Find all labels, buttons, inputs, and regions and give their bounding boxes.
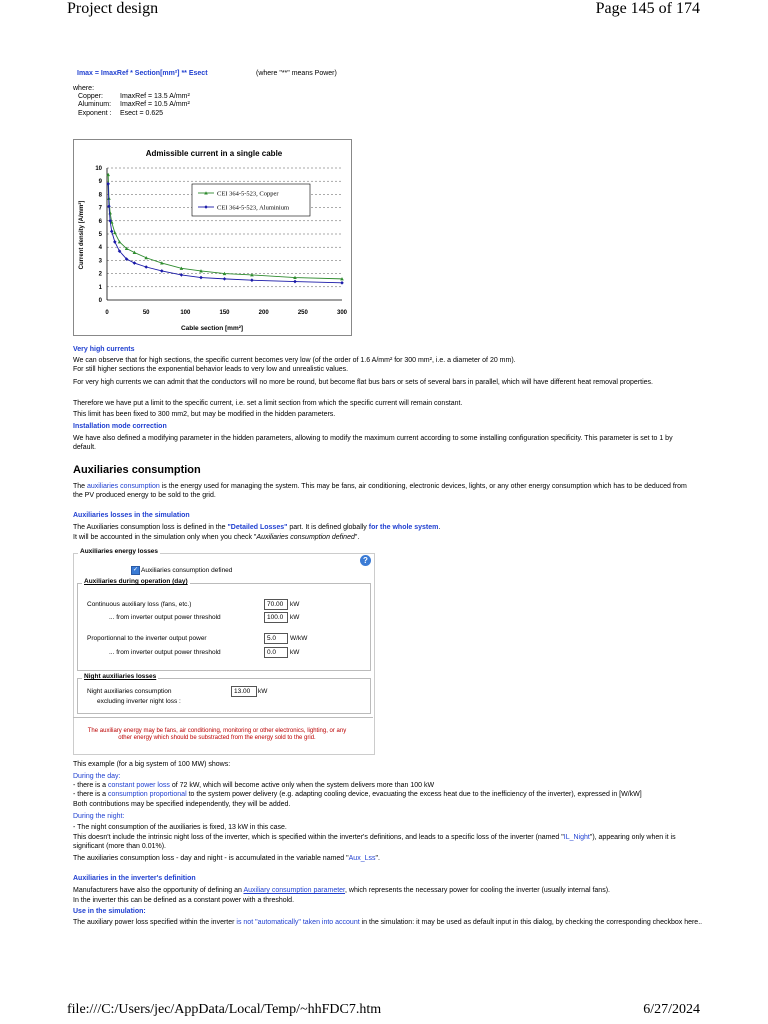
il-night-link[interactable]: IL_Night (563, 834, 590, 841)
night-consumption-unit: kW (258, 688, 268, 695)
para-high-sections-b: For still higher sections the exponential behavior leads to very low and unrealistic values. (73, 366, 349, 373)
where-label: where: (73, 85, 95, 92)
chart-ytick-label: 6 (98, 218, 102, 225)
para-high-sections (73, 356, 693, 374)
chart-ytick-label: 10 (95, 166, 102, 172)
para-example: This example (for a big system of 100 MW) shows: (73, 761, 231, 768)
aux-lss-link[interactable]: Aux_Lss (348, 855, 376, 862)
aux-warning-text: The auxiliary energy may be fans, air conditioning, monitoring or other electronics, lighting, or any other energy which should be substracted from the energy sold to the grid. (87, 728, 347, 741)
chart-xtick-label: 50 (142, 310, 150, 316)
prop-loss-label: Proportionnal to the inverter output power (87, 635, 207, 642)
chart-xtick-label: 200 (258, 310, 269, 316)
night-consumption-label-2: excluding inverter night loss : (97, 698, 181, 705)
chart-xtick-label: 150 (219, 310, 230, 316)
night-item-accumulated: The auxiliaries consumption loss - day and night - is accumulated in the variable named "Aux_Lss". (73, 855, 380, 862)
day-group (77, 578, 371, 671)
heading-aux-losses-sim: Auxiliaries losses in the simulation (73, 512, 190, 519)
cont-threshold-label: ... from inverter output power threshold (109, 614, 221, 621)
heading-during-night: During the night: (73, 813, 125, 820)
cont-loss-label: Continuous auxiliary loss (fans, etc.) (87, 601, 192, 608)
param-exponent-eq: Esect = 0.625 (120, 110, 164, 117)
heading-aux-inverter: Auxiliaries in the inverter's definition (73, 875, 196, 882)
param-copper-eq: ImaxRef = 13.5 A/mm² (120, 93, 190, 100)
footer-date: 6/27/2024 (643, 1002, 700, 1017)
chart-point (144, 265, 148, 269)
para-inverter-constant: In the inverter this can be defined as a constant power with a threshold. (73, 897, 295, 904)
day-item-proportional: - there is a consumption proportional to the system power delivery (e.g. adapting cooling device, evacuating the excess heat due to the inefficiency of the inverter), expressed in [W/kW] (73, 791, 642, 798)
aux-consumption-parameter-link[interactable]: Auxiliary consumption parameter (243, 887, 346, 894)
heading-use-in-sim: Use in the simulation: (73, 908, 146, 915)
current-density-chart (73, 139, 352, 336)
param-copper-name: Copper: (78, 93, 103, 100)
footer-path: file:///C:/Users/jec/AppData/Local/Temp/~hhFDC7.htm (67, 1002, 382, 1017)
cont-threshold-unit: kW (290, 614, 300, 621)
chart-title: Admissible current in a single cable (145, 149, 283, 158)
night-group-title: Night auxiliaries losses (84, 673, 157, 680)
aux-energy-losses-title: Auxiliaries energy losses (80, 548, 159, 555)
formula: Imax = ImaxRef * Section[mm²] ** Esect (77, 70, 208, 77)
dialog-divider (73, 717, 373, 718)
chart-point (340, 281, 344, 285)
aux-losses-dialog (73, 549, 373, 759)
heading-auxiliaries-consumption: Auxiliaries consumption (73, 464, 201, 476)
page-number: Page 145 of 174 (595, 0, 700, 17)
para-aux-loss-defined: The Auxiliaries consumption loss is defined in the "Detailed Losses" part. It is defined globally for the whole system. (73, 524, 441, 531)
day-item-both: Both contributions may be specified independently, they will be added. (73, 801, 291, 808)
param-exponent-name: Exponent : (78, 110, 112, 117)
chart-point (293, 280, 297, 284)
chart-point (223, 277, 227, 281)
aux-consumption-link[interactable]: auxiliaries consumption (87, 483, 160, 490)
heading-during-day: During the day: (73, 773, 121, 780)
day-item-constant: - there is a constant power loss of 72 kW, which will become active only when the system delivers more than 100 kW (73, 782, 435, 789)
chart-ytick-label: 3 (98, 258, 102, 265)
chart-point (113, 231, 117, 234)
chart-ytick-label: 0 (98, 298, 102, 304)
prop-loss-unit: W/kW (290, 635, 308, 642)
para-flat-bars: For very high currents we can admit that the conductors will no more be round, but become flat bus bars or sets of several bars in parallel, which will have different heat removal properties. (73, 379, 653, 386)
cont-loss-unit: kW (290, 601, 300, 608)
para-installation: We have also defined a modifying parameter in the hidden parameters, allowing to modify the maximum current according to some installing configuration specificity. This parameter is set to 1 by default. (73, 435, 673, 451)
heading-installation-mode: Installation mode correction (73, 423, 167, 430)
para-aux-intro: The auxiliaries consumption is the energy used for managing the system. This may be fans, air conditioning, electronic devices, lights, or any other energy consumption which has to be deduced from the PV produced energy to be sold to the grid. (73, 483, 687, 499)
constant-power-loss-link[interactable]: constant power loss (108, 782, 170, 789)
para-high-sections-a: We can observe that for high sections, the specific current becomes very low (of the order of 1.6 A/mm² for 300 mm², i.e. a diameter of 20 mm). (73, 357, 516, 364)
day-group-title: Auxiliaries during operation (day) (84, 578, 188, 585)
para-aux-check: It will be accounted in the simulation only when you check "Auxiliaries consumption defined". (73, 534, 360, 541)
chart-xtick-label: 100 (180, 310, 191, 316)
chart-ytick-label: 5 (98, 232, 102, 238)
chart-ytick-label: 1 (98, 284, 102, 291)
prop-loss-input[interactable]: 5.0 (264, 633, 288, 644)
param-aluminum-name: Aluminum: (78, 101, 112, 108)
aux-defined-checkbox[interactable]: ✓ (132, 567, 139, 573)
chart-xtick-label: 0 (105, 310, 109, 316)
chart-ytick-label: 8 (98, 192, 102, 199)
prop-threshold-label: ... from inverter output power threshold (109, 649, 221, 656)
chart-point (250, 278, 254, 282)
chart-xtick-label: 250 (297, 310, 308, 316)
night-item-inverter: This doesn't include the intrinsic night loss of the inverter, which is specified within the inverter's definitions, and leads to a specific loss of the inverter (named "IL_Night"), appearing only when it is significant (more than 0.01%). (73, 834, 676, 850)
help-icon[interactable]: ? (360, 555, 371, 566)
chart-legend-label: CEI 364-5-523, Aluminium (217, 204, 290, 212)
night-item-fixed: - The night consumption of the auxiliaries is fixed, 13 kW in this case. (73, 824, 287, 831)
chart-point (110, 230, 114, 234)
prop-threshold-input[interactable]: 0.0 (264, 647, 288, 658)
heading-very-high-currents: Very high currents (73, 346, 135, 353)
night-group (77, 673, 371, 714)
chart-point (108, 211, 112, 214)
chart-ytick-label: 4 (98, 245, 102, 252)
chart-point (118, 240, 122, 243)
para-limit: Therefore we have put a limit to the specific current, i.e. set a limit section from which the specific current will remain constant. (73, 400, 463, 407)
cont-loss-input[interactable]: 70.00 (264, 599, 288, 610)
page-header-title: Project design (67, 0, 159, 17)
aux-defined-label: Auxiliaries consumption defined (141, 567, 233, 574)
formula-note: (where "**" means Power) (256, 70, 337, 77)
chart-ytick-label: 9 (98, 179, 102, 186)
cont-threshold-input[interactable]: 100.0 (264, 612, 288, 623)
chart-point (199, 276, 203, 280)
consumption-proportional-link[interactable]: consumption proportional (108, 791, 187, 798)
para-limit-fixed: This limit has been fixed to 300 mm2, but may be modified in the hidden parameters. (73, 411, 336, 418)
chart-legend-label: CEI 364-5-523, Copper (217, 190, 279, 198)
night-consumption-label: Night auxiliaries consumption (87, 688, 172, 695)
para-use-in-sim: The auxiliary power loss specified within the inverter is not "automatically" taken into account in the simulation: it may be used as default input in this dialog, by checking the corresponding checkbox here.. (73, 919, 703, 926)
param-aluminum-eq: ImaxRef = 10.5 A/mm² (120, 101, 190, 108)
chart-svg (74, 140, 351, 335)
chart-point (160, 269, 164, 273)
chart-ytick-label: 2 (98, 271, 102, 278)
chart-ylabel: Current density [A/mm²] (79, 200, 85, 270)
prop-threshold-unit: kW (290, 649, 300, 656)
chart-xlabel: Cable section [mm²] (180, 325, 244, 332)
para-manufacturers: Manufacturers have also the opportunity of defining an Auxiliary consumption parameter, which represents the necessary power for cooling the inverter (usually internal fans). (73, 887, 610, 894)
night-consumption-input[interactable]: 13.00 (231, 686, 257, 697)
not-automatic-link[interactable]: is not "automatically" taken into account (236, 919, 360, 926)
chart-ytick-label: 7 (98, 205, 102, 212)
chart-point (133, 261, 137, 265)
chart-point (113, 240, 117, 244)
chart-xtick-label: 300 (336, 310, 348, 316)
